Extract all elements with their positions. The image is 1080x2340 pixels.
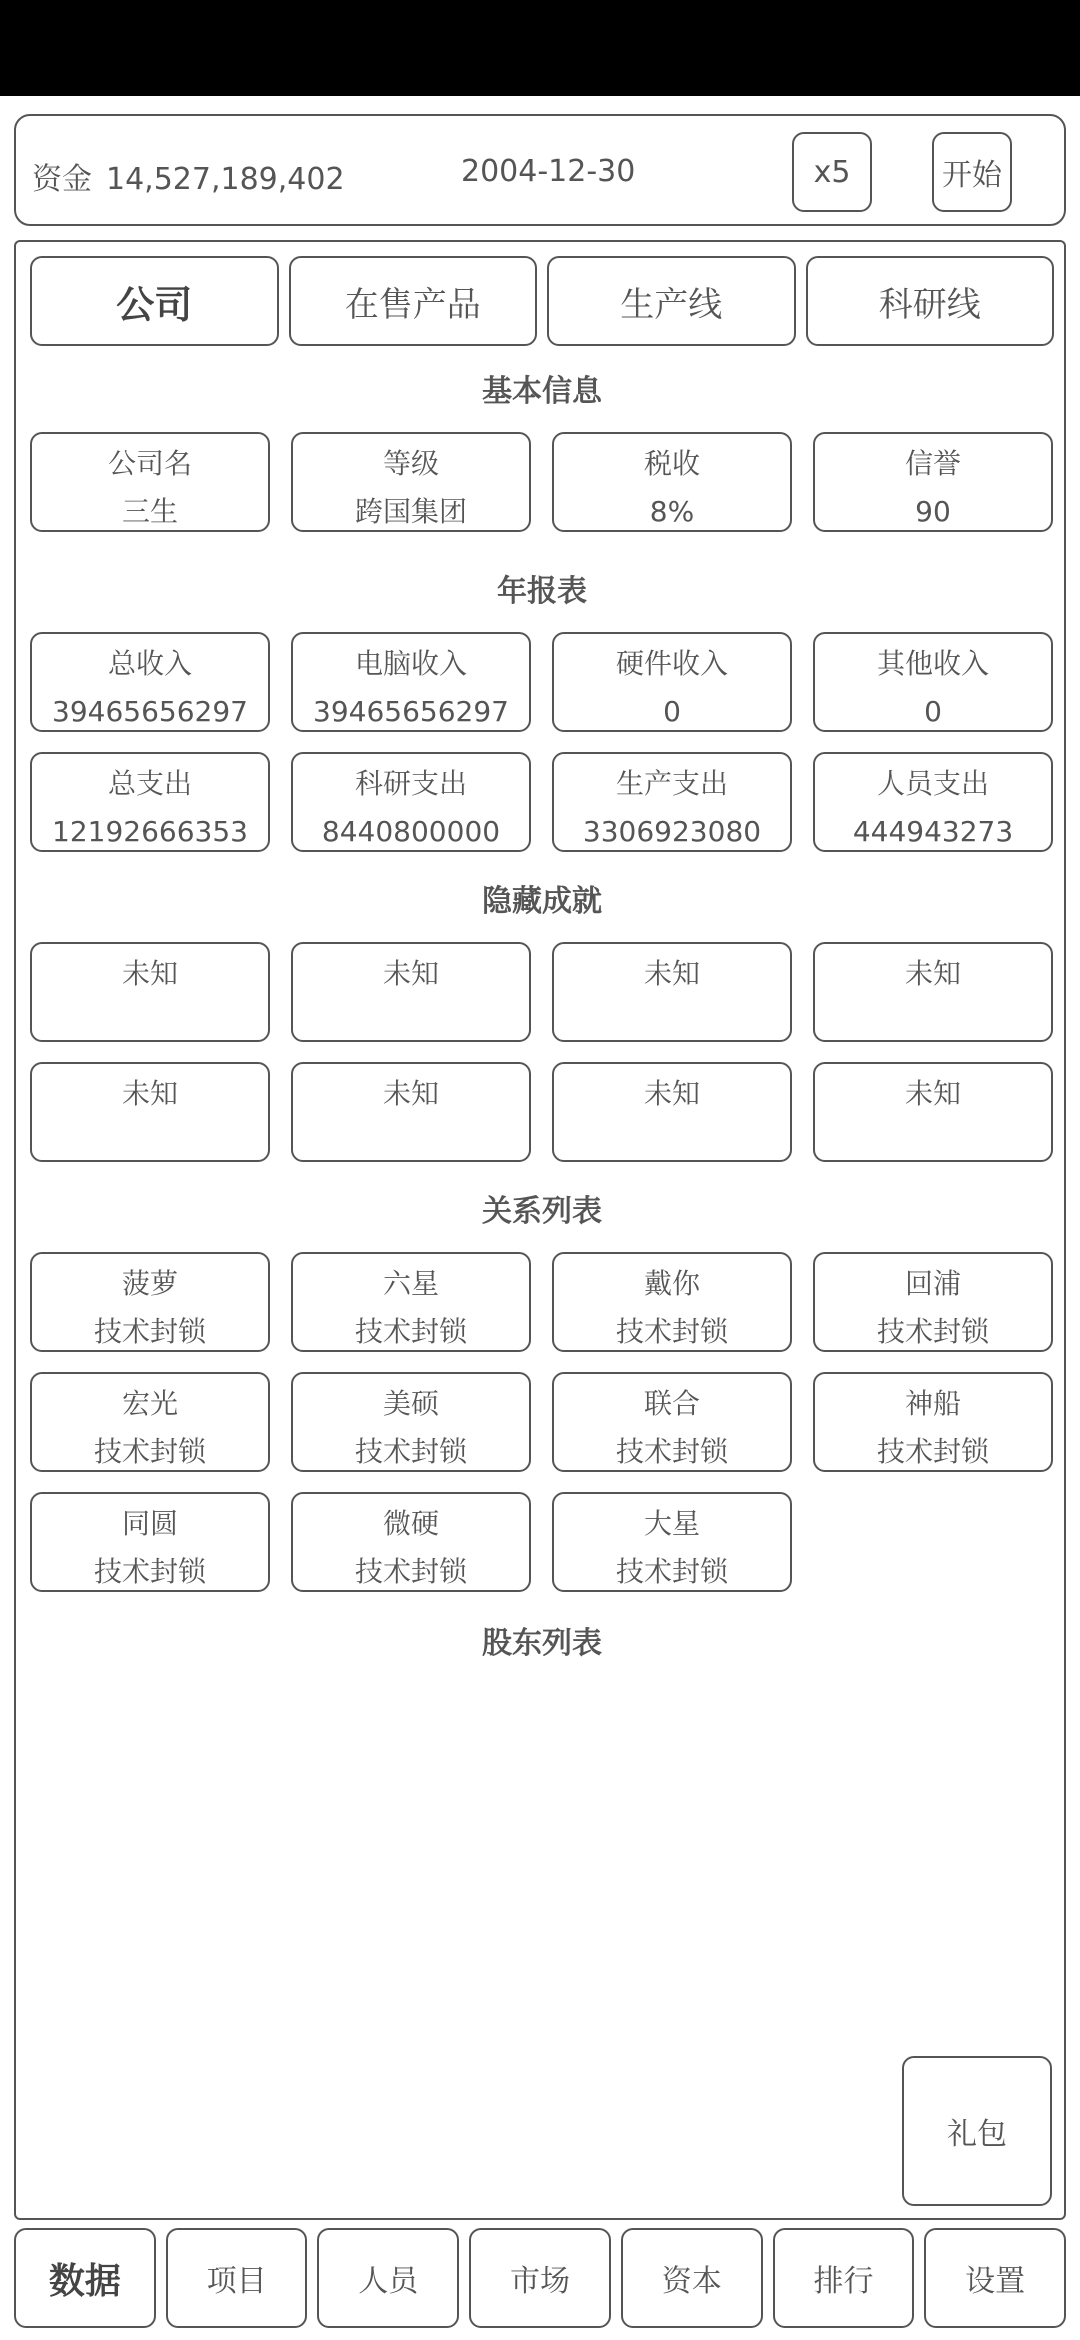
report-card-total-income — [30, 632, 270, 732]
achievement-label: 未知 — [121, 957, 178, 990]
report-card-other-income — [813, 632, 1053, 732]
annual-report-grid — [30, 632, 1054, 852]
info-value: 90 — [915, 495, 951, 528]
relation-status: 技术封锁 — [93, 1555, 206, 1588]
report-card-production-expense — [552, 752, 792, 852]
relation-company: 戴你 — [643, 1267, 700, 1300]
report-label: 电脑收入 — [354, 647, 467, 680]
relation-company: 大星 — [643, 1507, 700, 1540]
section-title-hidden-achievements: 隐藏成就 — [482, 884, 602, 919]
nav-capital[interactable]: 资本 — [621, 2228, 763, 2328]
achievement-label: 未知 — [904, 1077, 961, 1110]
info-card-reputation — [813, 432, 1053, 532]
relation-card[interactable] — [30, 1252, 270, 1352]
section-title-annual-report: 年报表 — [497, 574, 587, 609]
section-title-basic-info: 基本信息 — [482, 374, 602, 409]
nav-market[interactable]: 市场 — [469, 2228, 611, 2328]
relation-status: 技术封锁 — [876, 1435, 989, 1468]
achievement-label: 未知 — [121, 1077, 178, 1110]
info-value: 三生 — [121, 495, 178, 528]
basic-info-grid — [30, 432, 1054, 532]
relations-grid — [30, 1252, 1054, 1592]
report-value: 12192666353 — [52, 815, 248, 848]
report-label: 硬件收入 — [615, 647, 728, 680]
relation-status: 技术封锁 — [354, 1435, 467, 1468]
report-value: 444943273 — [852, 815, 1014, 848]
relation-status: 技术封锁 — [354, 1315, 467, 1348]
report-label: 其他收入 — [876, 647, 989, 680]
report-value: 3306923080 — [582, 815, 762, 848]
achievement-card[interactable] — [30, 942, 270, 1042]
section-title-relations: 关系列表 — [482, 1194, 602, 1229]
report-card-staff-expense — [813, 752, 1053, 852]
info-label: 公司名 — [107, 447, 192, 480]
tab-research-lines[interactable]: 科研线 — [806, 256, 1055, 346]
speed-button[interactable]: x5 — [792, 132, 872, 212]
report-card-research-expense — [291, 752, 531, 852]
achievement-label: 未知 — [643, 1077, 700, 1110]
relation-status: 技术封锁 — [615, 1435, 728, 1468]
report-value: 8440800000 — [321, 815, 501, 848]
relation-card[interactable] — [30, 1372, 270, 1472]
relation-card[interactable] — [813, 1252, 1053, 1352]
achievement-card[interactable] — [813, 942, 1053, 1042]
info-value: 跨国集团 — [354, 495, 467, 528]
achievement-card[interactable] — [552, 942, 792, 1042]
report-label: 总支出 — [107, 767, 192, 800]
relation-company: 菠萝 — [121, 1267, 178, 1300]
relation-status: 技术封锁 — [354, 1555, 467, 1588]
relation-company: 六星 — [382, 1267, 439, 1300]
achievement-label: 未知 — [643, 957, 700, 990]
tab-production-lines[interactable]: 生产线 — [547, 256, 796, 346]
game-date: 2004-12-30 — [461, 154, 636, 189]
info-label: 等级 — [382, 447, 439, 480]
nav-ranking[interactable]: 排行 — [773, 2228, 915, 2328]
start-button[interactable]: 开始 — [932, 132, 1012, 212]
relation-card[interactable] — [552, 1252, 792, 1352]
relation-status: 技术封锁 — [615, 1315, 728, 1348]
relation-card[interactable] — [552, 1372, 792, 1472]
info-card-tax — [552, 432, 792, 532]
nav-data[interactable]: 数据 — [14, 2228, 156, 2328]
tab-company[interactable]: 公司 — [30, 256, 279, 346]
report-label: 人员支出 — [876, 767, 989, 800]
relation-status: 技术封锁 — [93, 1315, 206, 1348]
report-card-total-expense — [30, 752, 270, 852]
relation-company: 宏光 — [121, 1387, 178, 1420]
relation-company: 同圆 — [121, 1507, 178, 1540]
gift-pack-button[interactable]: 礼包 — [902, 2056, 1052, 2206]
status-bar — [0, 0, 1080, 96]
report-card-computer-income — [291, 632, 531, 732]
funds-label: 资金 — [32, 162, 92, 197]
nav-settings[interactable]: 设置 — [924, 2228, 1066, 2328]
report-label: 科研支出 — [354, 767, 467, 800]
info-label: 信誉 — [904, 447, 961, 480]
achievement-label: 未知 — [382, 957, 439, 990]
relation-company: 微硬 — [382, 1507, 439, 1540]
relation-card[interactable] — [552, 1492, 792, 1592]
relation-status: 技术封锁 — [615, 1555, 728, 1588]
funds-display — [32, 154, 359, 198]
relation-card[interactable] — [291, 1372, 531, 1472]
info-card-company-name — [30, 432, 270, 532]
relation-company: 美硕 — [382, 1387, 439, 1420]
info-label: 税收 — [643, 447, 700, 480]
achievement-card[interactable] — [552, 1062, 792, 1162]
report-value: 39465656297 — [52, 695, 248, 728]
achievement-card[interactable] — [291, 942, 531, 1042]
report-value: 0 — [663, 695, 681, 728]
info-value: 8% — [649, 495, 695, 528]
section-title-shareholders: 股东列表 — [482, 1626, 602, 1661]
tab-bar — [30, 256, 1054, 346]
report-label: 总收入 — [107, 647, 192, 680]
info-card-level — [291, 432, 531, 532]
achievement-card[interactable] — [813, 1062, 1053, 1162]
funds-value: 14,527,189,402 — [106, 162, 345, 197]
achievement-card[interactable] — [291, 1062, 531, 1162]
achievement-label: 未知 — [382, 1077, 439, 1110]
bottom-nav — [14, 2228, 1066, 2328]
relation-status: 技术封锁 — [93, 1435, 206, 1468]
nav-staff[interactable]: 人员 — [317, 2228, 459, 2328]
report-value: 0 — [924, 695, 942, 728]
relation-status: 技术封锁 — [876, 1315, 989, 1348]
achievements-grid — [30, 942, 1054, 1162]
tab-products-on-sale[interactable]: 在售产品 — [289, 256, 538, 346]
top-bar — [14, 114, 1066, 226]
relation-company: 回浦 — [904, 1267, 961, 1300]
report-card-hardware-income — [552, 632, 792, 732]
nav-projects[interactable]: 项目 — [166, 2228, 308, 2328]
relation-company: 神船 — [904, 1387, 961, 1420]
relation-card[interactable] — [30, 1492, 270, 1592]
relation-card[interactable] — [813, 1372, 1053, 1472]
relation-card[interactable] — [291, 1252, 531, 1352]
relation-company: 联合 — [643, 1387, 700, 1420]
report-label: 生产支出 — [615, 767, 728, 800]
main-panel — [14, 240, 1066, 2220]
achievement-label: 未知 — [904, 957, 961, 990]
relation-card[interactable] — [291, 1492, 531, 1592]
achievement-card[interactable] — [30, 1062, 270, 1162]
report-value: 39465656297 — [313, 695, 509, 728]
